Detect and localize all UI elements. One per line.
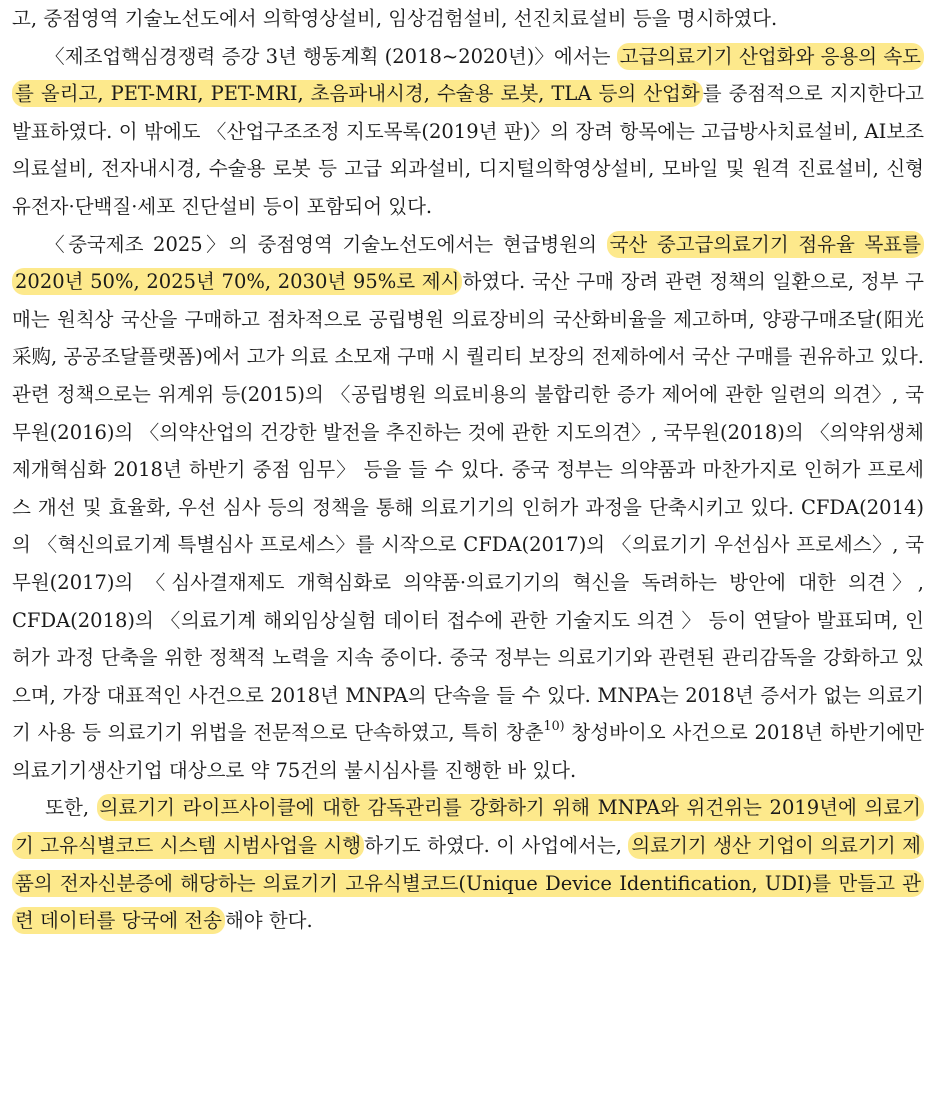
highlighted-text: 의료기기 생산 기업이 의료기기 제품의 전자신분증에 해당하는 의료기기 고유식별코드(Unique Device Identification, UDI)를 만들고 관련 데이터를 당국에 전송 [12, 832, 924, 934]
body-text: 또한, [45, 796, 97, 820]
body-text: 하였다. 국산 구매 장려 관련 정책의 일환으로, 정부 구매는 원칙상 국산을 구매하고 점차적으로 공립병원 의료장비의 국산화비율을 제고하며, 양광구매조달(阳光采购, 공공조달플랫폼)에서 고가 의료 소모재 구매 시 퀄리티 보장의 전제하에서 국산 구매를 권유하고 있다. 관련 정책으로는 위계위 등(2015)의 〈공립병원 의료비용의 불합리한 증가 제어에 관한 일련의 의견〉, 국무원(2016)의 〈의약산업의 건강한 발전을 추진하는 것에 관한 지도의견〉, 국무원(2018)의 〈의약위생체제개혁심화 2018년 하반기 중점 임무〉 등을 들 수 있다. 중국 정부는 의약품과 마찬가지로 인허가 프로세스 개선 및 효율화, 우선 심사 등의 정책을 통해 의료기기의 인허가 과정을 단축시키고 있다. CFDA(2014)의 〈혁신의료기계 특별심사 프로세스〉를 시작으로 CFDA(2017)의 〈의료기기 우선심사 프로세스〉, 국무원(2017)의 〈심사결재제도 개혁심화로 의약품·의료기기의 혁신을 독려하는 방안에 대한 의견〉, CFDA(2018)의 〈의료기계 해외임상실험 데이터 접수에 관한 기술지도 의견 〉 등이 연달아 발표되며, 인허가 과정 단축을 위한 정책적 노력을 지속 중이다. 중국 정부는 의료기기와 관련된 관리감독을 강화하고 있으며, 가장 대표적인 사건으로 2018년 MNPA의 단속을 들 수 있다. MNPA는 2018년 증서가 없는 의료기기 사용 등 의료기기 위법을 전문적으로 단속하였고, 특히 창춘 [12, 270, 925, 745]
body-text: 〈중국제조 2025〉의 중점영역 기술노선도에서는 현급병원의 [45, 232, 607, 256]
paragraph-1 [12, 0, 924, 38]
paragraph-2 [12, 38, 924, 226]
paragraph-3 [12, 226, 924, 790]
paragraph-4 [12, 789, 924, 939]
highlighted-text: 고급의료기기 산업화와 응용의 속도를 올리고, PET-MRI, PET-MRI, 초음파내시경, 수술용 로봇, TLA 등의 산업화 [12, 43, 924, 108]
footnote-ref: 10) [543, 718, 565, 734]
highlighted-text: 국산 중고급의료기기 점유율 목표를 2020년 50%, 2025년 70%, 2030년 95%로 제시 [12, 231, 924, 296]
body-text: 를 중점적으로 지지한다고 발표하였다. 이 밖에도 〈산업구조조정 지도목록(2019년 판)〉의 장려 항목에는 고급방사치료설비, AI보조의료설비, 전자내시경, 수술용 로봇 등 고급 외과설비, 디지털의학영상설비, 모바일 및 원격 진료설비, 신형 유전자·단백질·세포 진단설비 등이 포함되어 있다. [12, 82, 924, 218]
body-text: 〈제조업핵심경쟁력 증강 3년 행동계획 (2018~2020년)〉에서는 [45, 44, 617, 68]
highlighted-text: 의료기기 라이프사이클에 대한 감독관리를 강화하기 위해 MNPA와 위건위는 2019년에 의료기기 고유식별코드 시스템 시범사업을 시행 [12, 794, 924, 859]
body-text: 해야 한다. [224, 909, 313, 933]
body-text: 창성바이오 사건으로 2018년 하반기에만 의료기기생산기업 대상으로 약 75건의 불시심사를 진행한 바 있다. [12, 721, 924, 782]
body-text: 고, 중점영역 기술노선도에서 의학영상설비, 임상검험설비, 선진치료설비 등을 명시하였다. [12, 7, 778, 30]
body-text: 하기도 하였다. 이 사업에서는, [364, 834, 629, 858]
